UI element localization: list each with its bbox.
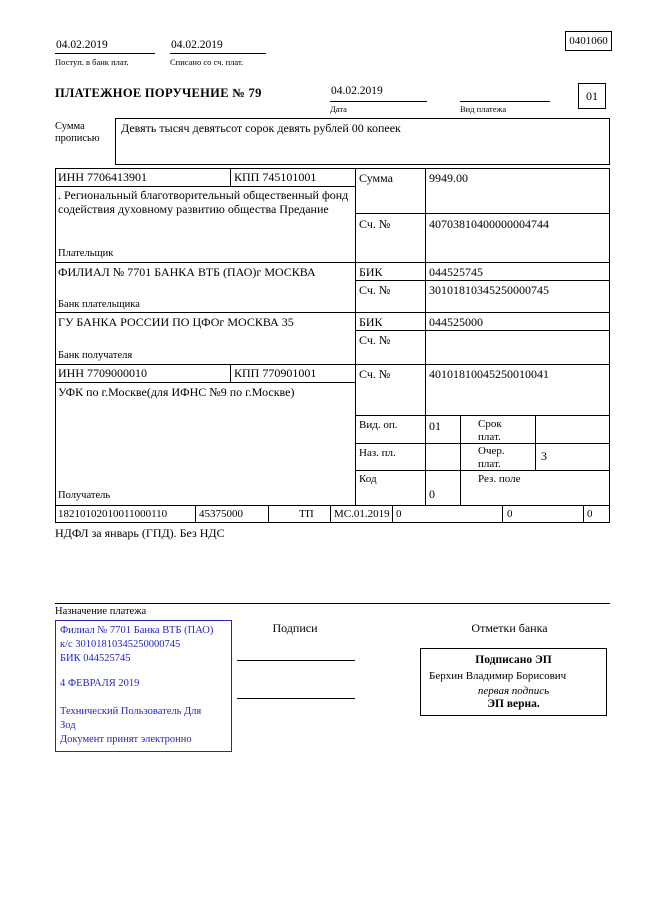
payer-account-value: 40703810400000004744 [429, 217, 549, 231]
payee-bank-account-label: Сч. № [359, 333, 391, 347]
stamp-corr-account: к/с 30101810345250000745 [60, 639, 181, 650]
period-cell: МС.01.2019 [334, 508, 390, 520]
basis-cell: ТП [299, 508, 314, 520]
debited-date-label: Списано со сч. плат. [170, 57, 244, 67]
payee-bank-bik-label: БИК [359, 315, 383, 329]
esign-name: Берхин Владимир Борисович [429, 670, 567, 682]
esign-title: Подписано ЭП [475, 654, 552, 666]
sum-value: 9949.00 [429, 171, 468, 185]
amount-words-box [115, 118, 610, 165]
ocher-plat-label: Очер. плат. [478, 445, 505, 470]
payment-type-label: Вид платежа [460, 104, 507, 114]
payee-account-value: 40101810045250010041 [429, 367, 549, 381]
doc-date-value: 04.02.2019 [331, 85, 383, 97]
payee-name: УФК по г.Москве(для ИФНС №9 по г.Москве) [58, 385, 295, 399]
received-date-label: Поступ. в банк плат. [55, 57, 129, 67]
amount-words-value: Девять тысяч девятьсот сорок девять рублей 00 копеек [121, 121, 401, 135]
stamp-bik: БИК 044525745 [60, 653, 131, 664]
payer-bank-bik-value: 044525745 [429, 265, 483, 279]
vid-op-value: 01 [429, 419, 441, 433]
payee-kpp: КПП 770901001 [234, 366, 317, 380]
payer-bank-section-label: Банк плательщика [58, 299, 140, 310]
kod-value: 0 [429, 487, 435, 501]
kod-label: Код [359, 473, 377, 485]
doc-date-cell: 0 [507, 508, 513, 520]
payer-section-label: Плательщик [58, 248, 114, 259]
payee-section-label: Получатель [58, 490, 111, 501]
payer-name: . Региональный благотворительный общественный фонд содействия духовному развитию общества Предание [58, 188, 349, 216]
stamp-user-line1: Технический Пользователь Для [60, 706, 202, 717]
payer-kpp: КПП 745101001 [234, 170, 317, 184]
signatures-label: Подписи [272, 621, 318, 635]
doc-title: ПЛАТЕЖНОЕ ПОРУЧЕНИЕ № 79 [55, 86, 262, 100]
naz-pl-label: Наз. пл. [359, 447, 396, 459]
srok-plat-label: Срок плат. [478, 418, 502, 443]
received-date-value: 04.02.2019 [56, 39, 108, 51]
stamp-date: 4 ФЕВРАЛЯ 2019 [60, 678, 140, 689]
sum-label: Сумма [359, 171, 393, 185]
doc-date-label: Дата [330, 104, 347, 114]
payer-inn: ИНН 7706413901 [58, 170, 147, 184]
ocher-plat-value: 3 [541, 449, 547, 463]
payer-bank-account-value: 30101810345250000745 [429, 283, 549, 297]
stamp-user-line2: Зод [60, 720, 76, 731]
payee-account-label: Сч. № [359, 367, 391, 381]
payer-bank-name: ФИЛИАЛ № 7701 БАНКА ВТБ (ПАО)г МОСКВА [58, 265, 316, 279]
purpose-text: НДФЛ за январь (ГПД). Без НДС [55, 526, 225, 540]
esign-stamp-box [420, 648, 607, 716]
purpose-label: Назначение платежа [55, 606, 147, 617]
stamp-doc-status: Документ принят электронно [60, 734, 192, 745]
payee-bank-bik-value: 044525000 [429, 315, 483, 329]
payment-type-cell: 0 [587, 508, 593, 520]
debited-date-value: 04.02.2019 [171, 39, 223, 51]
doc-num-cell: 0 [396, 508, 402, 520]
oktmo-cell: 45375000 [199, 508, 243, 520]
rez-pole-label: Рез. поле [478, 473, 521, 485]
status-code-box: 01 [578, 83, 606, 109]
vid-op-label: Вид. оп. [359, 419, 398, 431]
payee-inn: ИНН 7709000010 [58, 366, 147, 380]
form-code-box: 0401060 [565, 31, 612, 51]
payee-bank-section-label: Банк получателя [58, 350, 133, 361]
payer-account-label: Сч. № [359, 217, 391, 231]
bank-marks-label: Отметки банка [471, 621, 548, 635]
stamp-bank-name: Филиал № 7701 Банка ВТБ (ПАО) [60, 625, 214, 636]
esign-verified: ЭП верна. [487, 698, 540, 710]
amount-words-label: Сумма прописью [55, 121, 100, 144]
payer-bank-bik-label: БИК [359, 265, 383, 279]
payer-bank-account-label: Сч. № [359, 283, 391, 297]
kbk-cell: 18210102010011000110 [58, 508, 168, 520]
esign-subtitle: первая подпись [477, 685, 550, 697]
bank-stamp-box [55, 620, 232, 752]
payee-bank-name: ГУ БАНКА РОССИИ ПО ЦФОг МОСКВА 35 [58, 315, 294, 329]
